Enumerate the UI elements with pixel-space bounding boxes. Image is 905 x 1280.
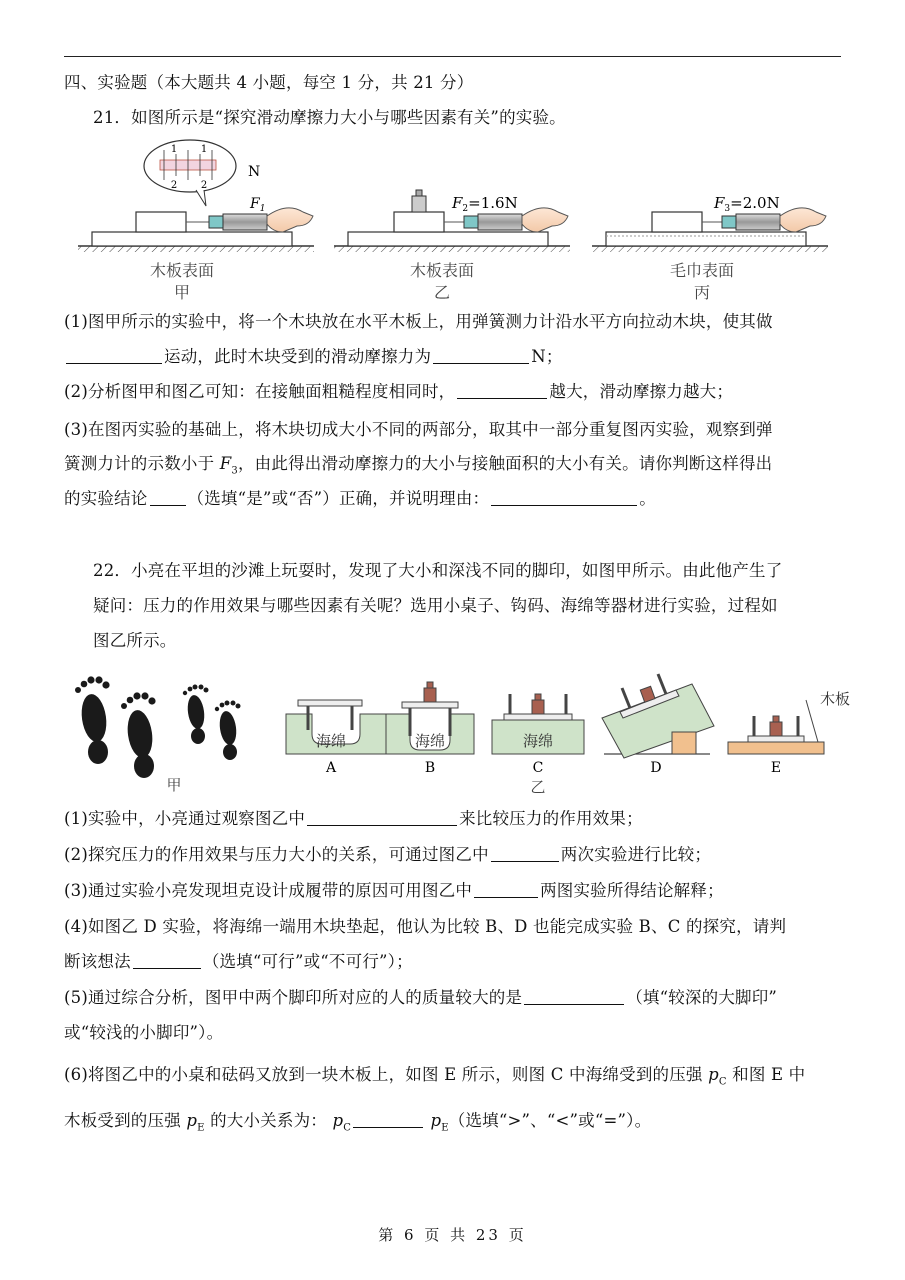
hand-icon [522,208,568,232]
q21-stem: 21．如图所示是“探究滑动摩擦力大小与哪些因素有关”的实验。 [93,108,566,127]
answer-blank[interactable] [491,845,559,862]
wood-block [672,732,696,754]
sponge-label: 海绵 [522,732,554,750]
panel-label: B [424,760,436,776]
answer-blank[interactable] [474,881,538,898]
answer-blank[interactable] [307,809,457,826]
answer-blank[interactable] [433,347,529,364]
board-label: 木板 [820,690,851,708]
gauge-unit: N [248,164,261,180]
panel-label: A [325,760,337,776]
gauge-tick-3: 2 [170,180,178,191]
force-f2-label: $F_2=1.6N$ [452,194,518,214]
spring-scale [223,214,267,230]
fig22-jia-label: 甲 [166,776,182,794]
wood-block [394,212,444,232]
hand-icon [267,208,313,232]
wood-block [136,212,186,232]
q21-p1-a: (1)图甲所示的实验中，将一个木块放在水平木板上，用弹簧测力计沿水平方向拉动木块，使其做 [64,312,773,331]
q22-p6-b: 木板受到的压强 $p_E$ 的大小关系为： $p_C$ $p_E$（选填“>”、“<”或“=”）。 [64,1111,652,1134]
fig22-panel-a [286,700,386,776]
q22-stem-a: 22．小亮在平坦的沙滩上玩耍时，发现了大小和深浅不同的脚印，如图甲所示。由此他产生了 [93,561,783,580]
q21-p3-c: 的实验结论 （选填“是”或“否”）正确，并说明理由： 。 [64,489,656,508]
fig22-panel-d [602,674,714,776]
weight-icon [424,688,436,702]
fig22-panel-c [492,694,584,796]
gauge-tick-4: 2 [200,180,208,191]
answer-blank[interactable] [457,382,547,399]
spring-scale [736,214,780,230]
panel-label-jia: 甲 [173,283,191,302]
fig21-yi [334,190,570,302]
q22-p2: (2)探究压力的作用效果与压力大小的关系，可通过图乙中 两次实验进行比较； [64,845,712,864]
weight-icon [770,722,782,736]
panel-label-bing: 丙 [693,283,711,302]
header-rule [64,56,841,57]
q22-stem-c: 图乙所示。 [93,631,177,650]
answer-blank[interactable] [353,1111,423,1128]
page-footer: 第 6 页 共 23 页 [378,1226,527,1244]
q21-figure [64,136,844,306]
panel-label: D [650,760,662,776]
answer-blank[interactable] [66,347,162,364]
spring-scale [478,214,522,230]
answer-blank[interactable] [524,988,624,1005]
q22-p1: (1)实验中，小亮通过观察图乙中 来比较压力的作用效果； [64,809,643,828]
answer-blank[interactable] [491,489,637,506]
footprints-icon [75,676,241,778]
q22-p3: (3)通过实验小亮发现坦克设计成履带的原因可用图乙中 两图实验所得结论解释； [64,881,724,900]
q22-p5-a: (5)通过综合分析，图甲中两个脚印所对应的人的质量较大的是 （填“较深的大脚印” [64,988,778,1007]
sponge-label: 海绵 [315,732,347,750]
sponge-label: 海绵 [414,732,446,750]
q21-p3-b: 簧测力计的示数小于 $F_3$，由此得出滑动摩擦力的大小与接触面积的大小有关。请你判断这样得出 [64,454,773,477]
fig21-bing [592,194,828,302]
force-f1-label: $F_1$ [250,196,266,214]
q22-p4-a: (4)如图乙 D 实验，将海绵一端用木块垫起，他认为比较 B、D 也能完成实验 B、C 的探究，请判 [64,917,787,936]
fig21-jia [78,140,314,302]
fig22-panel-e [728,690,850,776]
q22-p6-a: (6)将图乙中的小桌和砝码又放到一块木板上，如图 E 所示，则图 C 中海绵受到的压强 $p_C$ 和图 E 中 [64,1065,806,1088]
panel-label-yi: 乙 [433,283,451,302]
surface-label-bing: 毛巾表面 [669,261,735,280]
section-header: 四、实验题（本大题共 4 小题，每空 1 分，共 21 分） [64,73,474,92]
panel-label: E [770,760,782,776]
q22-p4-b: 断该想法 （选填“可行”或“不可行”）； [64,952,413,971]
answer-blank[interactable] [133,952,201,969]
q21-p2: (2)分析图甲和图乙可知：在接触面粗糙程度相同时， 越大，滑动摩擦力越大； [64,382,734,401]
q21-p1-b: 运动，此时木块受到的滑动摩擦力为 N； [64,346,563,368]
fig22-panel-b [386,682,474,776]
surface-label-jia: 木板表面 [149,261,215,280]
wooden-board [728,742,824,754]
q22-p5-b: 或“较浅的小脚印”）。 [64,1023,224,1042]
answer-blank[interactable] [150,489,186,506]
q22-figure [64,660,851,800]
q21-p3-a: (3)在图丙实验的基础上，将木块切成大小不同的两部分，取其中一部分重复图丙实验，观察到弹 [64,420,773,439]
panel-label: C [532,760,544,776]
weight-icon [532,700,544,714]
force-f3-label: $F_3=2.0N$ [714,194,780,214]
hand-icon [780,208,826,232]
wood-block [652,212,702,232]
surface-label-yi: 木板表面 [409,261,475,280]
gauge-tick-1: 1 [170,144,178,155]
fig22-yi-label: 乙 [530,778,546,796]
q22-stem-b: 疑问：压力的作用效果与哪些因素有关呢？选用小桌子、钩码、海绵等器材进行实验，过程如 [93,596,778,615]
weight-icon [412,196,426,212]
gauge-tick-2: 1 [200,144,208,155]
